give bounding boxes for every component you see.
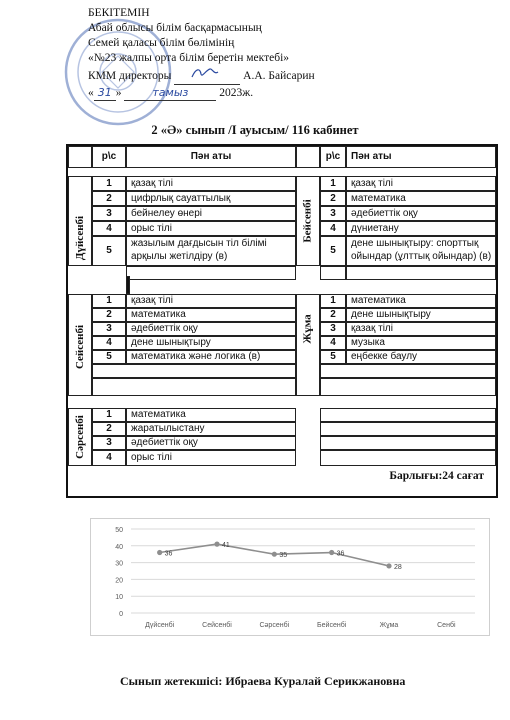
- subject-text: орыс тілі: [131, 223, 172, 234]
- data-label: 41: [222, 542, 230, 550]
- day-label-monday-text: Дүйсенбі: [74, 215, 87, 261]
- lesson-subject: [346, 221, 496, 236]
- subject-text: дене шынықтыру: [351, 309, 431, 320]
- subject-text: әдебиеттік оқу: [131, 323, 198, 334]
- x-tick-label: Дүйсенбі: [145, 622, 175, 629]
- subject-text-line-2: ойындар (ұлттық ойындар) (в): [351, 251, 492, 262]
- data-label: 36: [336, 550, 345, 558]
- spacer-marker: [126, 276, 130, 294]
- line-chart: [91, 519, 489, 635]
- signature-line: [174, 66, 240, 85]
- subject-text: дүниетану: [351, 223, 399, 234]
- lesson-number: 4: [320, 221, 346, 236]
- header-blank-right: [296, 146, 320, 168]
- lesson-subject: [126, 336, 296, 350]
- data-label: 28: [394, 563, 402, 571]
- data-point: [214, 542, 219, 547]
- lesson-subject: [126, 436, 296, 450]
- subject-text: математика және логика (в): [131, 351, 261, 362]
- y-tick-label: 20: [115, 577, 123, 585]
- approval-line-1: Абай облысы білім басқармасының: [88, 22, 262, 34]
- subject-text: математика: [131, 309, 186, 320]
- lesson-number: 5: [320, 236, 346, 266]
- data-point: [272, 552, 277, 557]
- day-label-thursday: [296, 168, 320, 274]
- lesson-subject: [346, 308, 496, 322]
- lesson-subject: [346, 176, 496, 191]
- lesson-subject: [346, 294, 496, 308]
- lesson-number: 3: [320, 322, 346, 336]
- spacer-row-right: [346, 266, 496, 280]
- subject-text: дене шынықтыру: спорттық: [351, 238, 479, 249]
- lesson-number: 4: [92, 336, 126, 350]
- subject-text: қазақ тілі: [131, 178, 173, 189]
- lesson-number: 4: [320, 336, 346, 350]
- subject-text: жазылым дағдысын тіл білімі: [131, 238, 267, 249]
- y-tick-label: 50: [115, 527, 123, 534]
- empty-row-left: [92, 364, 296, 378]
- lesson-number: 1: [92, 408, 126, 422]
- subject-text: бейнелеу өнері: [131, 208, 203, 219]
- empty-row-right-6: [320, 450, 496, 466]
- subject-text: жаратылыстану: [131, 423, 205, 434]
- lesson-subject: [126, 236, 296, 266]
- schedule-table: [66, 144, 498, 498]
- lesson-subject: [126, 206, 296, 221]
- lesson-number: 1: [92, 294, 126, 308]
- subject-text: әдебиеттік оқу: [351, 208, 418, 219]
- approval-block: [88, 6, 315, 101]
- day-label-thursday-text: Бейсенбі: [302, 199, 315, 243]
- day-label-friday-text: Жұма: [302, 314, 315, 344]
- lesson-subject: [126, 350, 296, 364]
- approval-line-2: Семей қаласы білім бөлімінің: [88, 37, 235, 49]
- date-day: 31: [94, 85, 116, 101]
- lesson-number: 2: [320, 191, 346, 206]
- subject-text: еңбекке баулу: [351, 351, 418, 362]
- data-point: [157, 550, 162, 555]
- director-name: А.А. Байсарин: [243, 70, 315, 82]
- lesson-subject: [346, 191, 496, 206]
- lesson-number: 5: [320, 350, 346, 364]
- lesson-number: 2: [92, 422, 126, 436]
- empty-row-left-2: [92, 378, 296, 396]
- subject-text: математика: [351, 295, 406, 306]
- lesson-subject: [126, 221, 296, 236]
- x-tick-label: Сейсенбі: [202, 622, 232, 629]
- lesson-number: 2: [92, 308, 126, 322]
- x-tick-label: Бейсенбі: [317, 622, 347, 629]
- y-tick-label: 0: [119, 611, 123, 618]
- y-tick-label: 30: [115, 560, 123, 568]
- lesson-subject: [126, 308, 296, 322]
- lesson-subject: [126, 322, 296, 336]
- header-blank-left: [68, 146, 92, 168]
- day-label-wednesday: [68, 408, 92, 466]
- subject-text: орыс тілі: [131, 452, 172, 463]
- subject-text: дене шынықтыру: [131, 337, 211, 348]
- lesson-number: 3: [92, 206, 126, 221]
- data-label: 36: [164, 550, 173, 558]
- class-teacher: Сынып жетекшісі: Ибраева Куралай Серикжановна: [120, 674, 406, 688]
- lesson-subject: [346, 236, 496, 266]
- director-label: КММ директоры: [88, 70, 172, 82]
- day-label-friday: [296, 294, 320, 364]
- subject-text: математика: [351, 193, 406, 204]
- date-month: тамыз: [124, 85, 216, 101]
- subject-text: цифрлық сауаттылық: [131, 193, 231, 204]
- header-subject-right: Пән аты: [346, 146, 496, 168]
- lesson-subject: [346, 322, 496, 336]
- lesson-number: 3: [92, 436, 126, 450]
- lesson-subject: [126, 294, 296, 308]
- chart-frame: [90, 518, 490, 636]
- empty-row-right-3: [320, 408, 496, 422]
- lesson-subject: [126, 450, 296, 466]
- total-hours: Барлығы:24 сағат: [389, 470, 484, 482]
- approval-line-4: [88, 66, 315, 85]
- x-tick-label: Сәрсенбі: [259, 622, 290, 629]
- lesson-number: 1: [320, 294, 346, 308]
- spacer-row-left: [126, 266, 296, 280]
- lesson-number: 2: [92, 191, 126, 206]
- lesson-number: 5: [92, 236, 126, 266]
- lesson-number: 5: [92, 350, 126, 364]
- day-label-tuesday: [68, 294, 92, 400]
- lesson-number: 3: [320, 206, 346, 221]
- header-subject-left: Пән аты: [126, 146, 296, 168]
- lesson-subject: [346, 336, 496, 350]
- lesson-number: 4: [92, 221, 126, 236]
- subject-text: қазақ тілі: [131, 295, 173, 306]
- data-point: [386, 563, 391, 568]
- lesson-number: 1: [92, 176, 126, 191]
- lesson-subject: [126, 176, 296, 191]
- y-tick-label: 40: [115, 543, 123, 551]
- page-title: 2 «Ә» сынып /I ауысым/ 116 кабинет: [151, 123, 359, 137]
- lesson-subject: [126, 191, 296, 206]
- header-num-left: р\с: [92, 146, 126, 168]
- subject-text: қазақ тілі: [351, 178, 393, 189]
- lesson-number: 1: [320, 176, 346, 191]
- date-year: 2023ж.: [219, 87, 254, 99]
- x-tick-label: Жұма: [379, 622, 399, 629]
- x-tick-label: Сенбі: [437, 622, 456, 629]
- day-label-monday: [68, 176, 92, 300]
- spacer-num-right: [320, 266, 346, 280]
- day-label-tuesday-text: Сейсенбі: [74, 324, 86, 370]
- approval-title: БЕКІТЕМІН: [88, 7, 150, 19]
- subject-text: музыка: [351, 337, 385, 348]
- empty-row-right-4: [320, 422, 496, 436]
- subject-text: математика: [131, 409, 186, 420]
- empty-row-right-5: [320, 436, 496, 450]
- header-num-right: р\с: [320, 146, 346, 168]
- subject-text: әдебиеттік оқу: [131, 437, 198, 448]
- lesson-number: 3: [92, 322, 126, 336]
- lesson-subject: [346, 350, 496, 364]
- subject-text-line-2: арқылы жетілдіру (в): [131, 251, 228, 262]
- lesson-subject: [346, 206, 496, 221]
- subject-text: қазақ тілі: [351, 323, 393, 334]
- approval-date: « 31 » тамыз 2023ж.: [88, 86, 254, 99]
- lesson-number: 4: [92, 450, 126, 466]
- signature: [174, 66, 234, 79]
- approval-line-3: «№23 жалпы орта білім беретін мектебі»: [88, 52, 290, 64]
- lesson-subject: [126, 408, 296, 422]
- data-point: [329, 550, 334, 555]
- data-label: 35: [279, 552, 288, 560]
- lesson-subject: [126, 422, 296, 436]
- empty-row-right: [320, 364, 496, 378]
- lesson-number: 2: [320, 308, 346, 322]
- empty-row-right-2: [320, 378, 496, 396]
- y-tick-label: 10: [115, 594, 123, 602]
- day-label-wednesday-text: Сәрсенбі: [74, 415, 86, 459]
